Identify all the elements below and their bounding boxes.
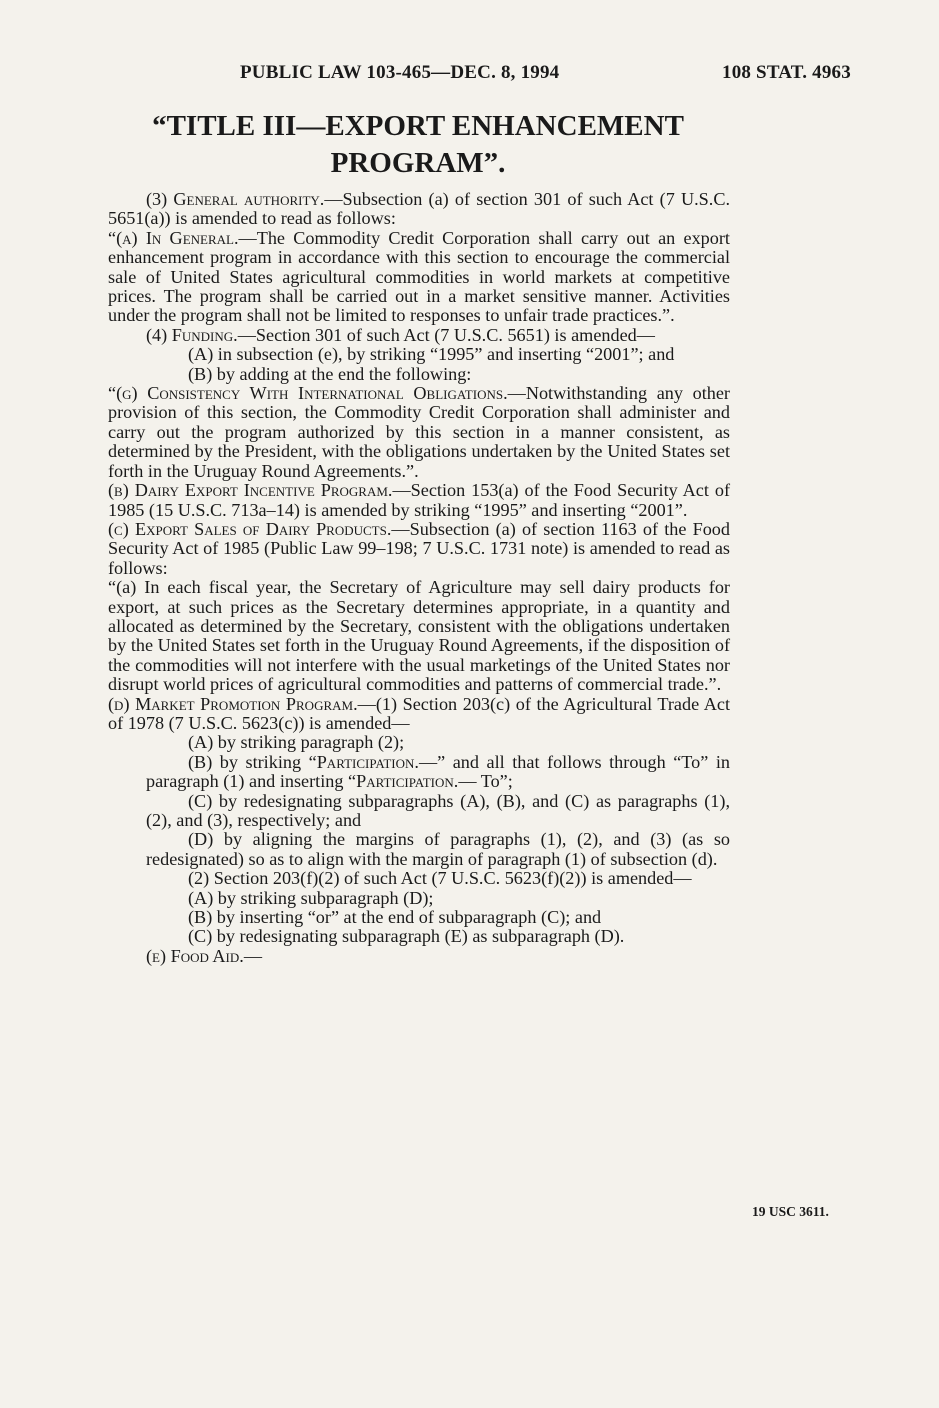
paragraph-3-quote: “(a) In General.—The Commodity Credit Corporation shall carry out an export enhancement program in accordance with this section to encourage the commercial sale of United States agricultural commodities in world markets at competitive prices. The program shall be carried out in a market sensitive manner. Activities under the program shall not be limited to responses to unfair trade practices.”. [108, 227, 730, 326]
subsection-d-2-b: (B) by inserting “or” at the end of subparagraph (C); and [188, 907, 602, 928]
margin-citation-note: 19 USC 3611. [752, 1204, 829, 1219]
subsection-d-c: (C) by redesignating subparagraphs (A), (B), and (C) as paragraphs (1), (2), and (3), respectively; and [146, 790, 730, 830]
paragraph-3: (3) General authority.—Subsection (a) of section 301 of such Act (7 U.S.C. 5651(a)) is amended to read as follows: [108, 189, 730, 229]
subsection-d-d: (D) by aligning the margins of paragraphs (1), (2), and (3) (as so redesignated) so as to align with the margin of paragraph (1) of subsection (d). [146, 829, 730, 869]
title-heading [108, 108, 728, 182]
statute-page-number: 108 STAT. 4963 [722, 62, 851, 83]
subsection-c: (c) Export Sales of Dairy Products.—Subsection (a) of section 1163 of the Food Security Act of 1985 (Public Law 99–198; 7 U.S.C. 1731 note) is amended to read as follows: [108, 518, 730, 578]
subsection-d-heading: (d) Market Promotion Program. [108, 693, 358, 714]
page-header [0, 62, 939, 92]
paragraph-4: (4) Funding.—Section 301 of such Act (7 U.S.C. 5651) is amended— [146, 324, 655, 345]
paragraph-3-heading: (3) General authority. [146, 189, 325, 209]
paragraph-4-b: (B) by adding at the end the following: [188, 363, 472, 384]
title-line-2: PROGRAM”. [330, 147, 506, 179]
subsection-e-heading: (e) Food Aid. [146, 945, 244, 966]
quote-heading: “(a) In General. [108, 227, 239, 248]
subsection-d: (d) Market Promotion Program.—(1) Section 203(c) of the Agricultural Trade Act of 1978 (7 U.S.C. 5623(c)) is amended— [108, 693, 730, 733]
subsection-b: (b) Dairy Export Incentive Program.—Section 153(a) of the Food Security Act of 1985 (15 U.S.C. 713a–14) is amended by striking “1995” and inserting “2001”. [108, 480, 730, 520]
subsection-d-2-a: (A) by striking subparagraph (D); [188, 887, 434, 908]
subsection-g-heading: “(g) Consistency With International Obligations. [108, 383, 508, 404]
subsection-c-heading: (c) Export Sales of Dairy Products. [108, 518, 392, 539]
public-law-citation: PUBLIC LAW 103-465—DEC. 8, 1994 [240, 62, 560, 83]
title-line-1: “TITLE III—EXPORT ENHANCEMENT [152, 110, 684, 142]
subsection-b-heading: (b) Dairy Export Incentive Program. [108, 480, 393, 501]
paragraph-4-heading: (4) Funding. [146, 324, 238, 345]
subsection-d-b: (B) by striking “Participation.—” and all that follows through “To” in paragraph (1) and inserting “Participation.— To”; [146, 751, 730, 792]
document-body [108, 190, 730, 966]
subsection-e: (e) Food Aid.— [146, 945, 263, 966]
subsection-d-a: (A) by striking paragraph (2); [188, 732, 405, 753]
subsection-g: “(g) Consistency With International Obligations.—Notwithstanding any other provision of this section, the Commodity Credit Corporation shall administer and carry out the program authorized by this section in a manner consistent, as determined by the President, with the obligations undertaken by the United States set forth in the Uruguay Round Agreements.”. [108, 383, 730, 481]
subsection-d-2: (2) Section 203(f)(2) of such Act (7 U.S.C. 5623(f)(2)) is amended— [188, 868, 692, 889]
subsection-d-2-c: (C) by redesignating subparagraph (E) as subparagraph (D). [188, 926, 625, 947]
subsection-c-quote: “(a) In each fiscal year, the Secretary of Agriculture may sell dairy products for export, at such prices as the Secretary determines appropriate, in a quantity and allocated as determined by the Secretary, consistent with the obligations undertaken by the United States set forth in the Uruguay Round Agreements, if the disposition of the commodities will not interfere with the usual marketings of the United States nor disrupt world prices of agricultural commodities and patterns of commercial trade.”. [108, 577, 730, 695]
paragraph-4-a: (A) in subsection (e), by striking “1995” and inserting “2001”; and [188, 344, 675, 365]
